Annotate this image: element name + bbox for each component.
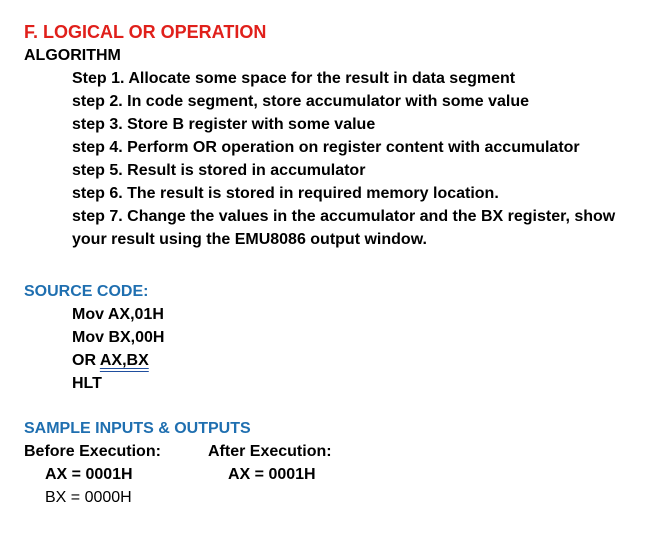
code-line-3-operands: AX,BX xyxy=(99,352,149,369)
before-execution-label: Before Execution: xyxy=(24,443,161,460)
after-ax-value: AX = 0001H xyxy=(228,466,316,483)
source-code-heading: SOURCE CODE: xyxy=(24,283,149,300)
sample-io xyxy=(24,440,644,510)
document xyxy=(24,20,644,510)
code-line-3 xyxy=(72,349,644,372)
before-execution-column xyxy=(24,440,161,509)
spacer xyxy=(24,395,644,417)
samples-heading: SAMPLE INPUTS & OUTPUTS xyxy=(24,420,251,437)
step-7: step 7. Change the values in the accumulator and the BX register, show your result using the EMU8086 output window. xyxy=(72,208,616,248)
code-line-3-op: OR xyxy=(72,352,100,369)
after-execution-column xyxy=(208,440,332,486)
spacer xyxy=(24,251,644,280)
after-execution-label: After Execution: xyxy=(208,443,332,460)
code-line-2: Mov BX,00H xyxy=(72,329,165,346)
step-4: step 4. Perform OR operation on register content with accumulator xyxy=(72,139,580,156)
step-3: step 3. Store B register with some value xyxy=(72,116,376,133)
code-line-4: HLT xyxy=(72,375,102,392)
algorithm-steps xyxy=(24,67,644,251)
code-line-1: Mov AX,01H xyxy=(72,306,164,323)
step-6: step 6. The result is stored in required memory location. xyxy=(72,185,499,202)
before-bx-value: BX = 0000H xyxy=(45,489,132,506)
before-ax-value: AX = 0001H xyxy=(45,466,133,483)
step-2: step 2. In code segment, store accumulator with some value xyxy=(72,93,530,110)
page-title: F. LOGICAL OR OPERATION xyxy=(24,22,267,42)
algorithm-heading: ALGORITHM xyxy=(24,47,121,64)
source-code-block xyxy=(24,303,644,395)
step-1: Step 1. Allocate some space for the result in data segment xyxy=(72,70,516,87)
step-5: step 5. Result is stored in accumulator xyxy=(72,162,366,179)
